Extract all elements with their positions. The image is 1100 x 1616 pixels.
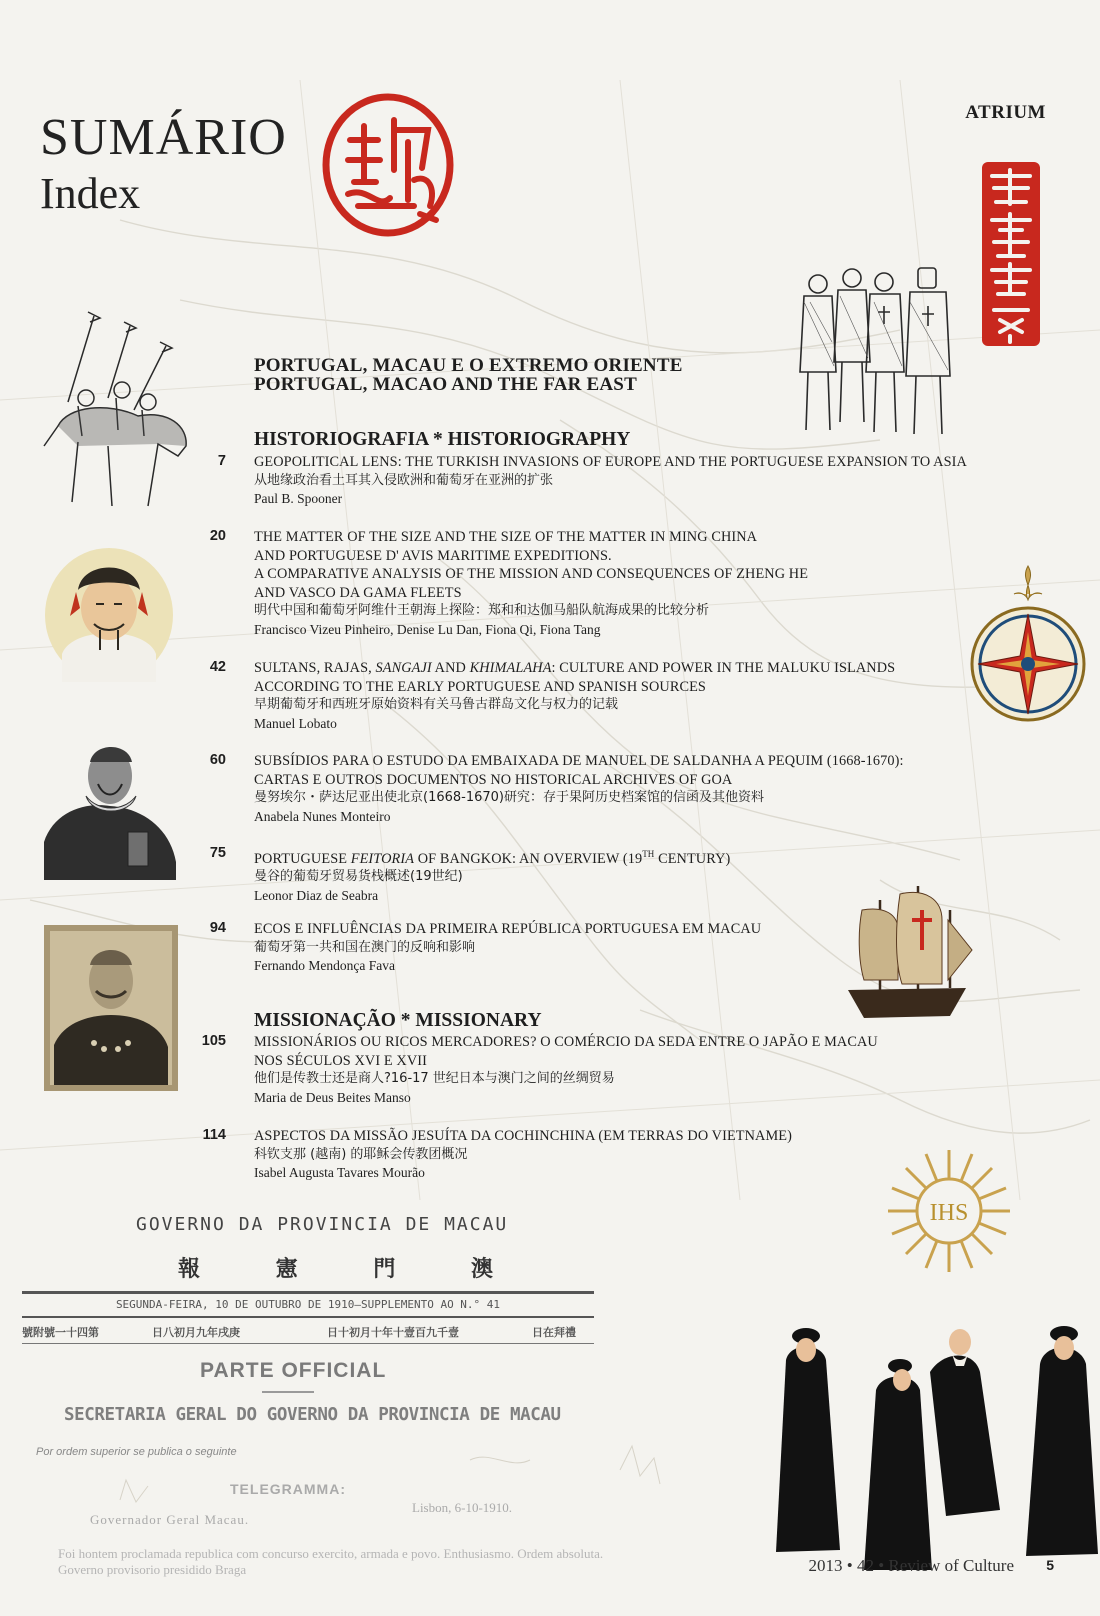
entry-title: CARTAS E OUTROS DOCUMENTOS NO HISTORICAL ARCHIVES OF GOA xyxy=(254,771,733,788)
page-number: 7 xyxy=(217,453,226,469)
engraved-portrait xyxy=(44,732,176,880)
toc-entry[interactable] xyxy=(254,1127,1054,1183)
newspaper-heading: GOVERNO DA PROVINCIA DE MACAU xyxy=(136,1214,509,1235)
page-number: 60 xyxy=(209,752,226,768)
toc-entry[interactable] xyxy=(254,528,1054,639)
newspaper-lunar-date: 日八初月九年戌庚 xyxy=(152,1326,240,1339)
entry-title: THE MATTER OF THE SIZE AND THE SIZE OF THE MATTER IN MING CHINA xyxy=(254,529,758,545)
section-heading-pt: PORTUGAL, MACAU E O EXTREMO ORIENTE xyxy=(254,355,683,376)
newspaper-rule xyxy=(262,1391,314,1393)
entry-chinese-title: 曼谷的葡萄牙贸易货栈概述(19世纪) xyxy=(254,869,463,885)
entry-title: A COMPARATIVE ANALYSIS OF THE MISSION AND CONSEQUENCES OF ZHENG HE xyxy=(254,566,809,582)
entry-title-superscript: TH xyxy=(642,849,655,859)
entry-author: Fernando Mendonça Fava xyxy=(254,958,395,973)
entry-title: AND PORTUGUESE D' AVIS MARITIME EXPEDITIONS. xyxy=(254,547,612,564)
newspaper-year-date: 日十初月十年十壹百九千壹 xyxy=(327,1326,459,1339)
entry-chinese-title: 明代中国和葡萄牙阿维什王朝海上探险：郑和和达伽马船队航海成果的比较分析 xyxy=(254,603,710,618)
entry-title: ECOS E INFLUÊNCIAS DA PRIMEIRA REPÚBLICA PORTUGUESA EM MACAU xyxy=(254,921,762,937)
red-round-seal xyxy=(318,90,458,240)
entry-title xyxy=(254,845,1054,868)
page-number: 75 xyxy=(209,845,226,861)
entry-title-part: SULTANS, RAJAS, xyxy=(254,660,376,676)
officer-photograph xyxy=(44,925,178,1091)
category-historiography: HISTORIOGRAFIA * HISTORIOGRAPHY xyxy=(254,429,631,450)
entry-author: Paul B. Spooner xyxy=(254,491,343,506)
entry-chinese-title: 他们是传教士还是商人?16-17 世纪日本与澳门之间的丝绸贸易 xyxy=(254,1071,615,1086)
entry-title-italic: KHIMALAHA xyxy=(469,660,552,676)
mounted-knights-illustration xyxy=(38,306,194,514)
category-missionary: MISSIONAÇÃO * MISSIONARY xyxy=(254,1010,542,1031)
emperor-portrait xyxy=(42,546,176,684)
newspaper-chinese-title: 報 憲 門 澳 xyxy=(178,1257,527,1282)
knights-illustration xyxy=(790,262,968,438)
red-vertical-seal xyxy=(980,160,1042,348)
entry-title-part: AND xyxy=(431,660,470,676)
toc-entry[interactable] xyxy=(254,920,1054,976)
newspaper-lisbon-date: Lisbon, 6-10-1910. xyxy=(412,1500,513,1515)
page-title: SUMÁRIO xyxy=(40,109,287,166)
entry-author: Isabel Augusta Tavares Mourão xyxy=(254,1165,425,1180)
newspaper-weekday: 日在拜禮 xyxy=(532,1326,576,1339)
newspaper-dateline: SEGUNDA-FEIRA, 10 DE OUTUBRO DE 1910—SUPPLEMENTO AO N.° 41 xyxy=(115,1298,501,1311)
page-number: 105 xyxy=(201,1033,226,1049)
entry-title-part: OF BANGKOK: AN OVERVIEW (19 xyxy=(414,850,643,867)
footer-page-number: 5 xyxy=(1046,1557,1054,1573)
entry-title xyxy=(254,659,1054,678)
ihs-monogram: IHS xyxy=(929,1200,969,1226)
entry-title: SUBSÍDIOS PARA O ESTUDO DA EMBAIXADA DE MANUEL DE SALDANHA A PEQUIM (1668-1670): xyxy=(254,753,904,769)
newspaper-rule xyxy=(22,1316,594,1318)
toc-entry[interactable] xyxy=(254,845,1054,905)
section-label: ATRIUM xyxy=(965,102,1046,123)
newspaper-secretaria: SECRETARIA GERAL DO GOVERNO DA PROVINCIA DE MACAU xyxy=(64,1405,561,1425)
page-number: 20 xyxy=(209,528,226,544)
newspaper-rule xyxy=(22,1291,594,1294)
entry-title-italic: SANGAJI xyxy=(375,660,432,676)
newspaper-body: Foi hontem proclamada republica com concurso exercito, armada e povo. Enthusiasmo. Ordem absoluta. Governo provisorio presidido Braga xyxy=(58,1546,604,1577)
entry-author: Anabela Nunes Monteiro xyxy=(254,808,391,824)
newspaper-governador: Governador Geral Macau. xyxy=(90,1512,250,1527)
footer-issue: 2013 • 42 • Review of Culture xyxy=(808,1556,1014,1575)
entry-title-part: PORTUGUESE xyxy=(254,850,351,867)
newspaper-telegramma: TELEGRAMMA: xyxy=(230,1481,346,1497)
entry-chinese-title: 早期葡萄牙和西班牙原始资料有关马鲁古群岛文化与权力的记载 xyxy=(254,697,619,712)
section-heading xyxy=(254,356,683,394)
entry-title-part: CENTURY) xyxy=(654,850,731,867)
entry-author: Maria de Deus Beites Manso xyxy=(254,1089,411,1105)
entry-author: Manuel Lobato xyxy=(254,715,337,731)
entry-title: ASPECTOS DA MISSÃO JESUÍTA DA COCHINCHINA (EM TERRAS DO VIETNAME) xyxy=(254,1128,792,1144)
newspaper-rule xyxy=(22,1343,594,1344)
toc-entry[interactable] xyxy=(254,1033,1054,1107)
entry-chinese-title: 葡萄牙第一共和国在澳门的反响和影响 xyxy=(254,939,476,955)
entry-chinese-title: 科钦支那 (越南) 的耶稣会传教团概况 xyxy=(254,1146,468,1162)
entry-title: MISSIONÁRIOS OU RICOS MERCADORES? O COMÉRCIO DA SEDA ENTRE O JAPÃO E MACAU xyxy=(254,1034,878,1050)
entry-chinese-title: 曼努埃尔・萨达尼亚出使北京(1668-1670)研究：存于果阿历史档案馆的信函及其他资料 xyxy=(254,790,765,805)
entry-title-italic: FEITORIA xyxy=(350,850,415,867)
section-heading-en: PORTUGAL, MACAO AND THE FAR EAST xyxy=(254,374,637,395)
page-number: 114 xyxy=(202,1127,226,1143)
newspaper-parte-official: PARTE OFFICIAL xyxy=(200,1359,387,1382)
entry-chinese-title: 从地缘政治看土耳其入侵欧洲和葡萄牙在亚洲的扩张 xyxy=(254,472,554,488)
entry-title: ACCORDING TO THE EARLY PORTUGUESE AND SPANISH SOURCES xyxy=(254,678,706,695)
newspaper-issue-number: 號附號一十四第 xyxy=(22,1326,99,1339)
toc-entry[interactable] xyxy=(254,453,1054,509)
entry-title-part: : CULTURE AND POWER IN THE MALUKU ISLANDS xyxy=(551,660,896,676)
page-subtitle: Index xyxy=(40,169,141,218)
toc-entry[interactable] xyxy=(254,752,1054,826)
entry-author: Francisco Vizeu Pinheiro, Denise Lu Dan, Fiona Qi, Fiona Tang xyxy=(254,621,601,637)
entry-title: AND VASCO DA GAMA FLEETS xyxy=(254,584,462,601)
entry-author: Leonor Diaz de Seabra xyxy=(254,887,379,903)
toc-entry[interactable] xyxy=(254,659,1054,733)
page-number: 94 xyxy=(209,920,226,936)
newspaper-ordem: Por ordem superior se publica o seguinte xyxy=(36,1446,237,1458)
entry-title: GEOPOLITICAL LENS: THE TURKISH INVASIONS OF EUROPE AND THE PORTUGUESE EXPANSION TO ASIA xyxy=(254,454,967,470)
entry-title: NOS SÉCULOS XVI E XVII xyxy=(254,1052,427,1069)
page-number: 42 xyxy=(209,659,226,675)
